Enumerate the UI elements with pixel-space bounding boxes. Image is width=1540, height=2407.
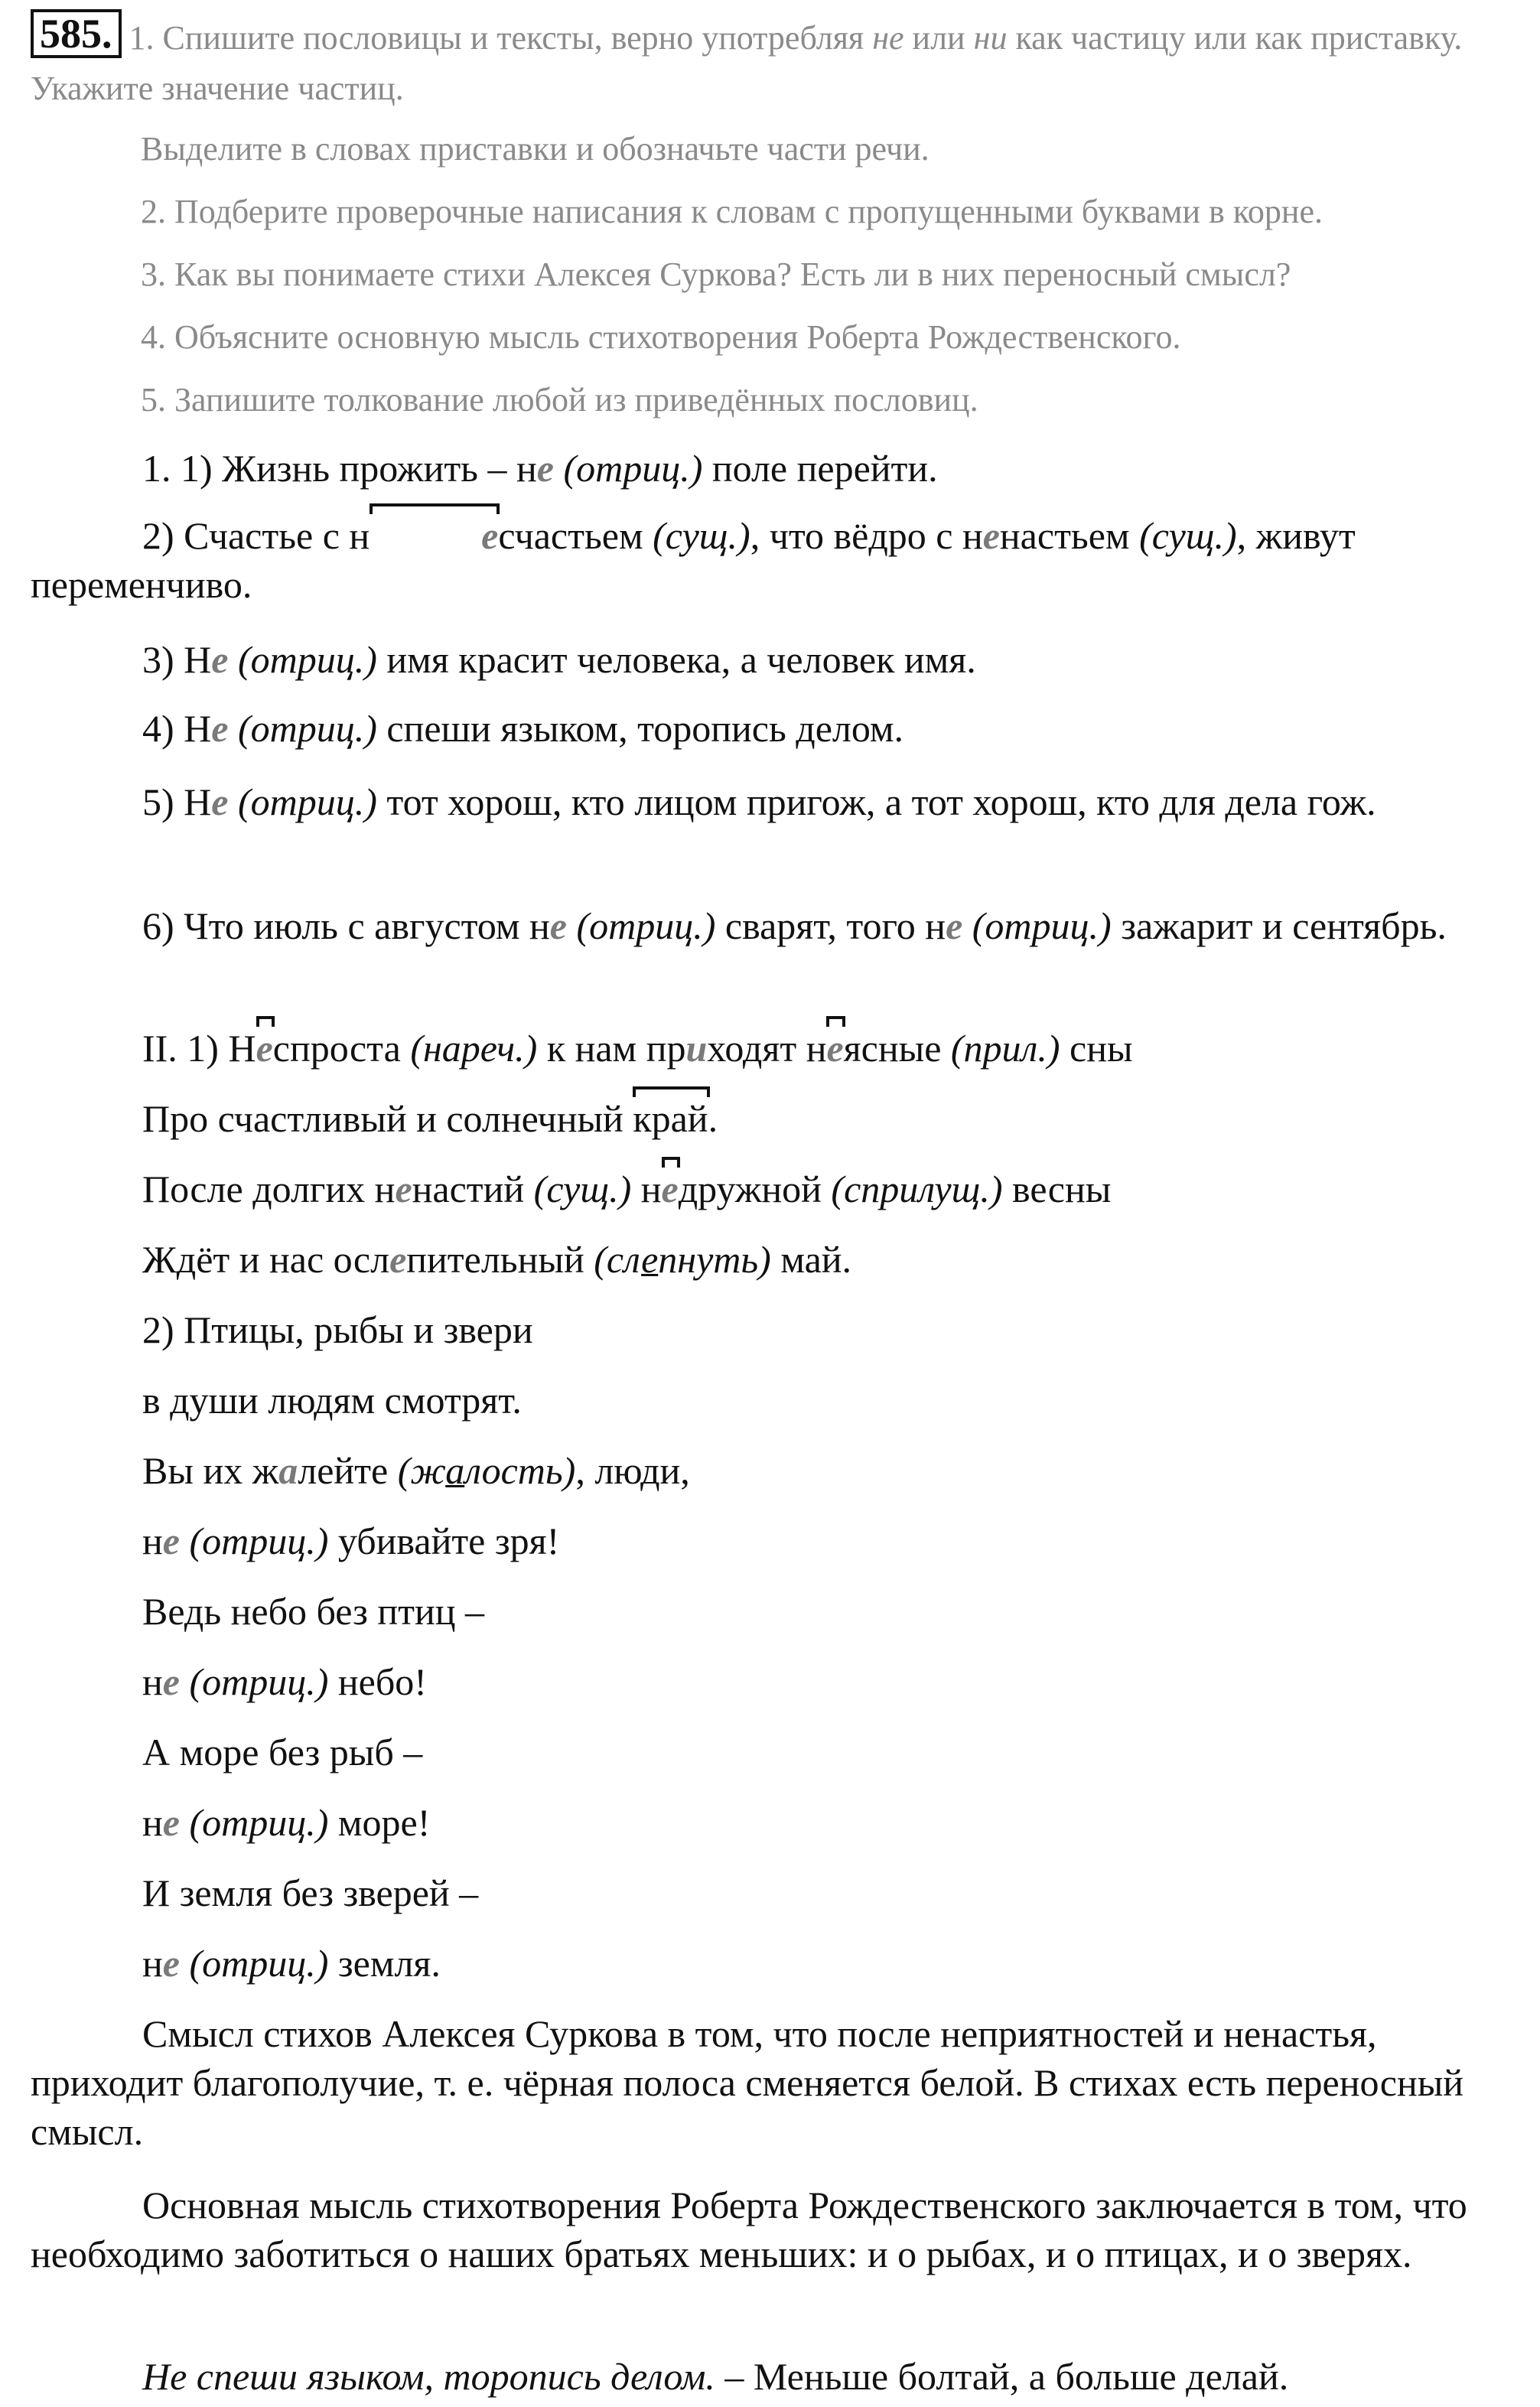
poem-1-line-4: Ждёт и нас ослепительный (слепнуть) май. [142, 1238, 852, 1281]
poem-2-line-3: Вы их жалейте (жалость), люди, [142, 1449, 690, 1492]
poem-1-line-1: II. 1) Неспроста (нареч.) к нам приходят неясные (прил.) сны [31, 1024, 1540, 1073]
poem-2-line-8: не (отриц.) море! [142, 1801, 431, 1844]
prefix-mark: е [370, 511, 498, 560]
poem-2-line-9: И земля без зверей – [142, 1871, 479, 1914]
answer-paragraph-5: Не спеши языком, торопись делом. – Меньше болтай, а больше делай. [142, 2355, 1289, 2398]
task-number-badge: 585. [31, 9, 122, 58]
task-instructions [31, 9, 1515, 425]
poem-2-line-1: 2) Птицы, рыбы и звери [142, 1308, 533, 1351]
poem-2-line-7: А море без рыб – [142, 1731, 423, 1773]
proverb-6: 6) Что июль с августом не (отриц.) сварят, того не (отриц.) зажарит и сентябрь. [142, 904, 1447, 947]
task-line-5: 4. Объясните основную мысль стихотворения Роберта Рождественского. [141, 318, 1181, 356]
proverb-5: 5) Не (отриц.) тот хорош, кто лицом пригож, а тот хорош, кто для дела гож. [142, 780, 1376, 823]
proverb-3: 3) Не (отриц.) имя красит человека, а человек имя. [142, 638, 976, 681]
task-line-6: 5. Запишите толкование любой из приведённых пословиц. [141, 381, 978, 419]
poem-2-line-4: не (отриц.) убивайте зря! [142, 1519, 560, 1562]
poem-2-line-10: не (отриц.) земля. [142, 1942, 441, 1985]
poem-1-line-3: После долгих ненастий (сущ.) недружной (сприлущ.) весны [31, 1164, 1540, 1213]
task-line-4: 3. Как вы понимаете стихи Алексея Суркова? Есть ли в них переносный смысл? [141, 256, 1291, 293]
task-line-1: 585. 1. Спишите пословицы и тексты, верно употребляя не или ни как частицу или как приставку. Укажите значение частиц. [31, 11, 1463, 107]
poem-1-line-2: Про счастливый и солнечный край. [31, 1094, 1540, 1143]
answer-paragraph-4: Основная мысль стихотворения Роберта Рождественского заключается в том, что необходимо заботиться о наших братьях меньших: и о рыбах, и о птицах, и о зверях. [31, 2184, 1467, 2275]
proverb-2: 2) Счастье с н есчастьем (сущ.), что вёдро с ненастьем (сущ.), живут переменчиво. [31, 511, 1515, 609]
poem-2-line-6: не (отриц.) небо! [142, 1660, 427, 1703]
proverb-4: 4) Не (отриц.) спеши языком, торопись делом. [142, 707, 904, 750]
task-line-2: Выделите в словах приставки и обозначьте части речи. [141, 130, 930, 168]
proverb-1: 1. 1) Жизнь прожить – не (отриц.) поле перейти. [142, 447, 938, 490]
poem-2-line-5: Ведь небо без птиц – [142, 1590, 484, 1633]
poem-2-line-2: в души людям смотрят. [142, 1379, 522, 1422]
task-line-3: 2. Подберите проверочные написания к словам с пропущенными буквами в корне. [141, 193, 1323, 230]
answer-paragraph-3: Смысл стихов Алексея Суркова в том, что после неприятностей и ненастья, приходит благополучие, т. е. чёрная полоса сменяется белой. В стихах есть переносный смысл. [31, 2012, 1464, 2153]
